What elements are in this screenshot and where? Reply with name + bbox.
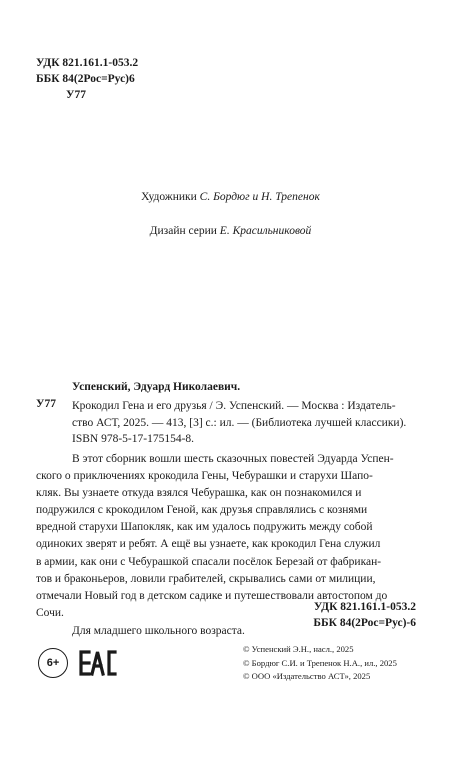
design-label: Дизайн серии <box>149 225 217 237</box>
copyright-line: © Успенский Э.Н., насл., 2025 <box>243 644 354 654</box>
artists-names: С. Бордюг и Н. Трепенок <box>199 191 320 203</box>
footer-classification <box>313 599 416 631</box>
eac-logo-icon <box>78 648 118 678</box>
annotation-line: кляк. Вы узнаете откуда взялся Чебурашка, как он познакомился и <box>36 487 362 500</box>
copyright-block <box>243 643 397 684</box>
age-note: Для младшего школьного возраста. <box>72 624 245 637</box>
isbn: ISBN 978-5-17-175154-8. <box>72 433 195 446</box>
annotation-line: тов и браконьеров, ловили грабителей, скрывались сами от милиции, <box>36 572 376 585</box>
design-credit <box>0 225 461 237</box>
record-author-sign: У77 <box>36 398 56 410</box>
record-body <box>72 398 416 448</box>
footer-bbk: ББК 84(2Рос=Рус)-6 <box>313 617 416 629</box>
age-rating-badge: 6+ <box>38 648 68 678</box>
annotation-line: одиноких зверят и ребят. А ещё вы узнаете, как крокодил Гена служил <box>36 538 381 551</box>
artists-label: Художники <box>141 191 197 203</box>
record-line: Крокодил Гена и его друзья / Э. Успенский. — Москва : Издатель- <box>72 400 396 412</box>
annotation-line: Сочи. <box>36 606 64 619</box>
design-name: Е. Красильниковой <box>219 225 312 237</box>
annotation-line: вредной старухи Шапокляк, как им удалось подружить между собой <box>36 521 373 534</box>
record-line: ство АСТ, 2025. — 413, [3] с.: ил. — (Библиотека лучшей классики). <box>72 416 407 429</box>
artists-credit <box>0 191 461 203</box>
bbk-code: ББК 84(2Рос=Рус)6 <box>36 73 135 85</box>
footer-udk: УДК 821.161.1-053.2 <box>313 601 416 613</box>
copyright-line: © Бордюг С.И. и Трепенок Н.А., ил., 2025 <box>243 657 397 668</box>
classification-block <box>36 55 138 103</box>
annotation-line: отмечали Новый год в детском садике и путешествовали автостопом до <box>36 589 388 602</box>
annotation-line: подружился с крокодилом Геной, как друзья справлялись с кознями <box>36 504 368 517</box>
annotation-line: ского о приключениях крокодила Гены, Чебурашки и старухи Шапо- <box>36 470 373 483</box>
annotation-line: В этот сборник вошли шесть сказочных повестей Эдуарда Успен- <box>72 453 394 465</box>
copyright-line: © ООО «Издательство АСТ», 2025 <box>243 671 371 681</box>
udk-code: УДК 821.161.1-053.2 <box>36 57 139 69</box>
record-author: Успенский, Эдуард Николаевич. <box>72 381 241 393</box>
author-sign: У77 <box>66 89 86 101</box>
annotation-line: в армии, как они с Чебурашкой спасали посёлок Березай от фабрикан- <box>36 555 382 568</box>
